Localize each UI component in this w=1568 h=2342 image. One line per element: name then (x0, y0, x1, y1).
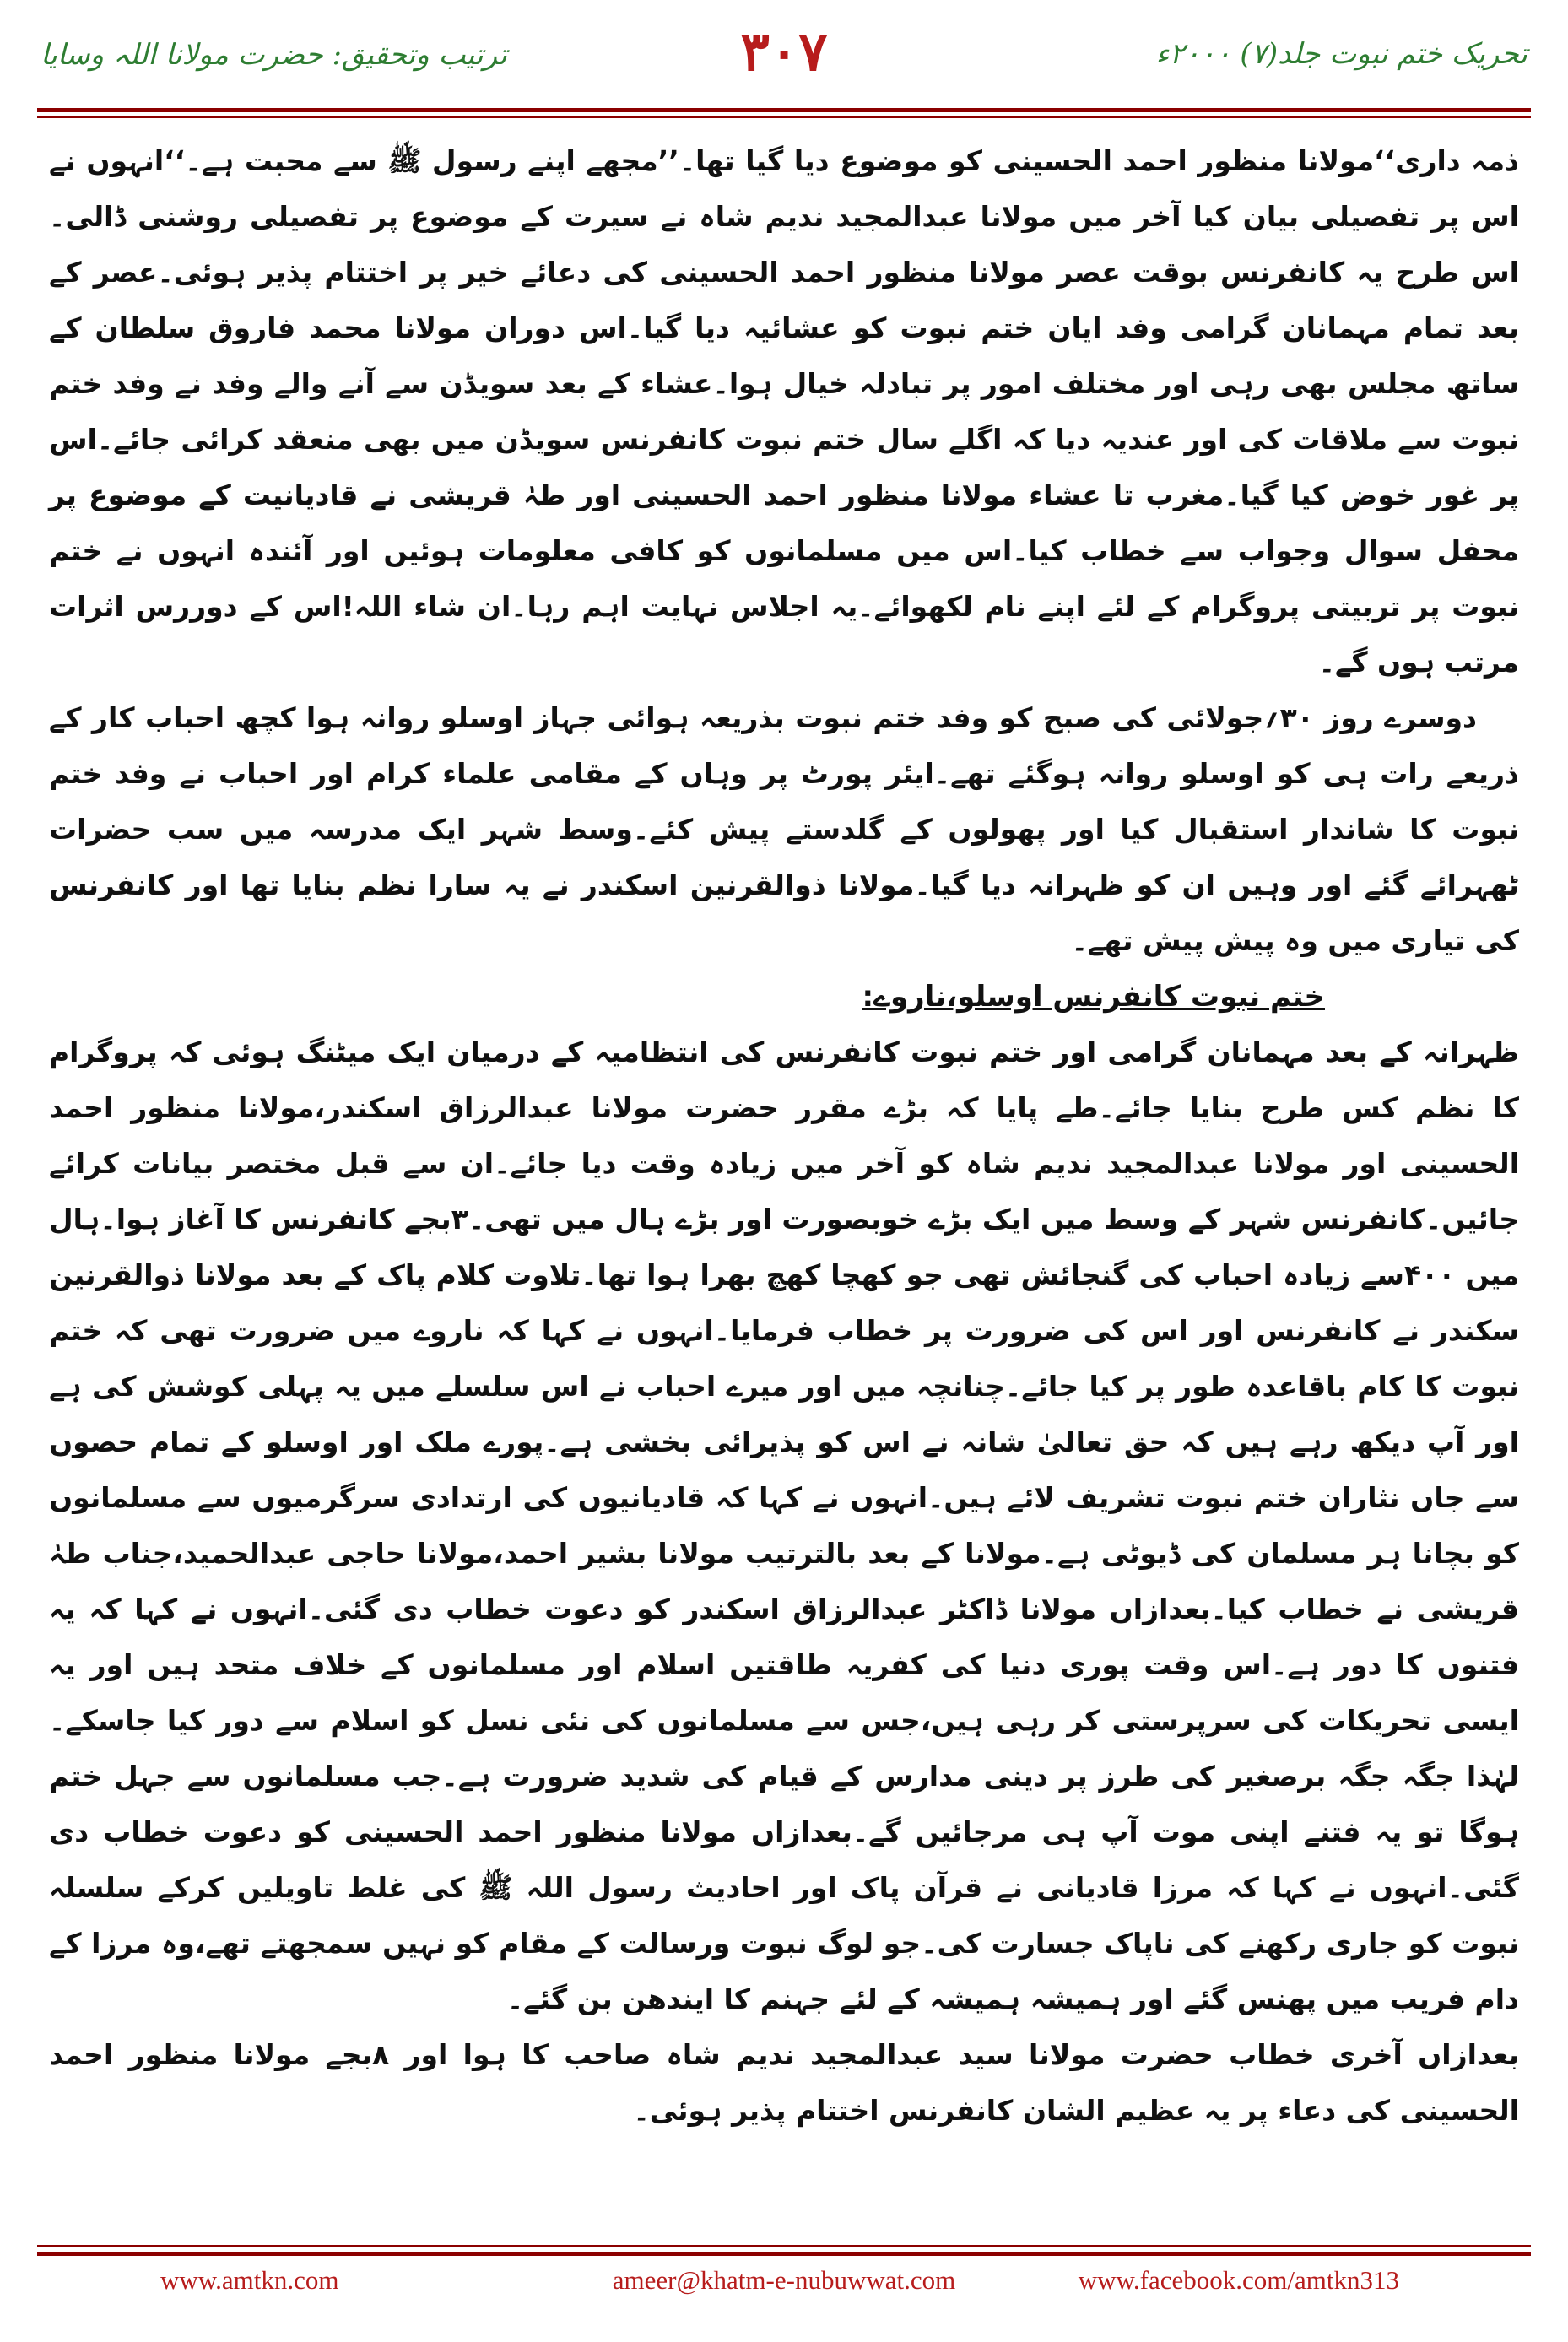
section-heading: ختم نبوت کانفرنس اوسلو،ناروے: (862, 980, 1325, 1014)
book-title: تحریک ختم نبوت جلد(۷) ۲۰۰۰ء (1155, 37, 1527, 71)
page-number: ۳۰۷ (740, 20, 828, 84)
footer-rule-thin (37, 2245, 1531, 2247)
facebook-link[interactable]: www.facebook.com/amtkn313 (1078, 2265, 1399, 2295)
email-link[interactable]: ameer@khatm-e-nubuwwat.com (612, 2265, 956, 2295)
paragraph: ذمہ داری‘‘مولانا منظور احمد الحسینی کو موضوع دیا گیا تھا۔’’مجھے اپنے رسول ﷺ سے محبت ہے۔‘‘انہوں نے اس پر تفصیلی بیان کیا آخر میں مولانا عبدالمجید ندیم شاہ نے سیرت کے موضوع پر تفصیلی روشنی ڈالی۔اس طرح یہ کانفرنس بوقت عصر مولانا منظور احمد الحسینی کی دعائے خیر پر اختتام پذیر ہوئی۔عصر کے بعد تمام مہمانان گرامی وفد ایان ختم نبوت کو عشائیہ دیا گیا۔اس دوران مولانا محمد فاروق سلطان کے ساتھ مجلس بھی رہی اور مختلف امور پر تبادلہ خیال ہوا۔عشاء کے بعد سویڈن سے آنے والے وفد نے وفد ختم نبوت سے ملاقات کی اور عندیہ دیا کہ اگلے سال ختم نبوت کانفرنس سویڈن میں بھی منعقد کرائی جائے۔اس پر غور خوض کیا گیا۔مغرب تا عشاء مولانا منظور احمد الحسینی اور طہٰ قریشی نے قادیانیت کے موضوع پر محفل سوال وجواب سے خطاب کیا۔اس میں مسلمانوں کو کافی معلومات ہوئیں اور آئندہ انہوں نے ختم نبوت پر تربیتی پروگرام کے لئے اپنے نام لکھوائے۔یہ اجلاس نہایت اہم رہا۔ان شاء اللہ!اس کے دوررس اثرات مرتب ہوں گے۔ (49, 144, 1519, 679)
page-header (41, 15, 1527, 115)
website-link[interactable]: www.amtkn.com (160, 2265, 339, 2295)
footer-rule (37, 2252, 1531, 2256)
article-body (49, 133, 1519, 2242)
compiler-credit: ترتیب وتحقیق: حضرت مولانا اللہ وسایا (41, 38, 507, 72)
paragraph: ظہرانہ کے بعد مہمانان گرامی اور ختم نبوت کانفرنس کی انتظامیہ کے درمیان ایک میٹنگ ہوئی کہ پروگرام کا نظم کس طرح بنایا جائے۔طے پایا کہ بڑے مقرر حضرت مولانا عبدالرزاق اسکندر،مولانا منظور احمد الحسینی اور مولانا عبدالمجید ندیم شاہ کو آخر میں زیادہ وقت دیا جائے۔ان سے قبل مختصر بیانات کرائے جائیں۔کانفرنس شہر کے وسط میں ایک بڑے خوبصورت اور بڑے ہال میں تھی۔۳بجے کانفرنس کا آغاز ہوا۔ہال میں ۴۰۰سے زیادہ احباب کی گنجائش تھی جو کھچا کھچ بھرا ہوا تھا۔تلاوت کلام پاک کے بعد مولانا ذوالقرنین سکندر نے کانفرنس اور اس کی ضرورت پر خطاب فرمایا۔انہوں نے کہا کہ ناروے میں ضرورت تھی کہ ختم نبوت کا کام باقاعدہ طور پر کیا جائے۔چنانچہ میں اور میرے احباب نے اس سلسلے میں یہ پہلی کوشش کی ہے اور آپ دیکھ رہے ہیں کہ حق تعالیٰ شانہ نے اس کو پذیرائی بخشی ہے۔پورے ملک اور اوسلو کے تمام حصوں سے جاں نثاران ختم نبوت تشریف لائے ہیں۔انہوں نے کہا کہ قادیانیوں کی ارتدادی سرگرمیوں سے مسلمانوں کو بچانا ہر مسلمان کی ڈیوٹی ہے۔مولانا کے بعد بالترتیب مولانا بشیر احمد،مولانا حاجی عبدالحمید،جناب طہٰ قریشی نے خطاب کیا۔بعدازاں مولانا ڈاکٹر عبدالرزاق اسکندر کو دعوت خطاب دی گئی۔انہوں نے کہا کہ یہ فتنوں کا دور ہے۔اس وقت پوری دنیا کی کفریہ طاقتیں اسلام اور مسلمانوں کے خلاف متحد ہیں اور یہ ایسی تحریکات کی سرپرستی کر رہی ہیں،جس سے مسلمانوں کی نئی نسل کو اسلام سے دور کیا جاسکے۔لہٰذا جگہ جگہ برصغیر کی طرز پر دینی مدارس کے قیام کی شدید ضرورت ہے۔جب مسلمانوں سے جہل ختم ہوگا تو یہ فتنے اپنی موت آپ ہی مرجائیں گے۔بعدازاں مولانا منظور احمد الحسینی کو دعوت خطاب دی گئی۔انہوں نے کہا کہ مرزا قادیانی نے قرآن پاک اور احادیث رسول اللہ ﷺ کی غلط تاویلیں کرکے سلسلہ نبوت کو جاری رکھنے کی ناپاک جسارت کی۔جو لوگ نبوت ورسالت کے مقام کو نہیں سمجھتے تھے،وہ مرزا کے دام فریب میں پھنس گئے اور ہمیشہ ہمیشہ کے لئے جہنم کا ایندھن بن گئے۔ (49, 1036, 1519, 2015)
paragraph: دوسرے روز ۳۰؍جولائی کی صبح کو وفد ختم نبوت بذریعہ ہوائی جہاز اوسلو روانہ ہوا کچھ احباب کار کے ذریعے رات ہی کو اوسلو روانہ ہوگئے تھے۔ایئر پورٹ پر وہاں کے مقامی علماء کرام اور احباب نے وفد ختم نبوت کا شاندار استقبال کیا اور پھولوں کے گلدستے پیش کئے۔وسط شہر ایک مدرسہ میں سب حضرات ٹھہرائے گئے اور وہیں ان کو ظہرانہ دیا گیا۔مولانا ذوالقرنین اسکندر نے یہ سارا نظم بنایا تھا اور کانفرنس کی تیاری میں وہ پیش پیش تھے۔ (49, 701, 1519, 957)
header-rule-thin (37, 116, 1531, 118)
paragraph: بعدازاں آخری خطاب حضرت مولانا سید عبدالمجید ندیم شاہ صاحب کا ہوا اور ۸بجے مولانا منظور احمد الحسینی کی دعاء پر یہ عظیم الشان کانفرنس اختتام پذیر ہوئی۔ (49, 2038, 1519, 2127)
page-footer (51, 2262, 1517, 2304)
header-rule (37, 108, 1531, 112)
